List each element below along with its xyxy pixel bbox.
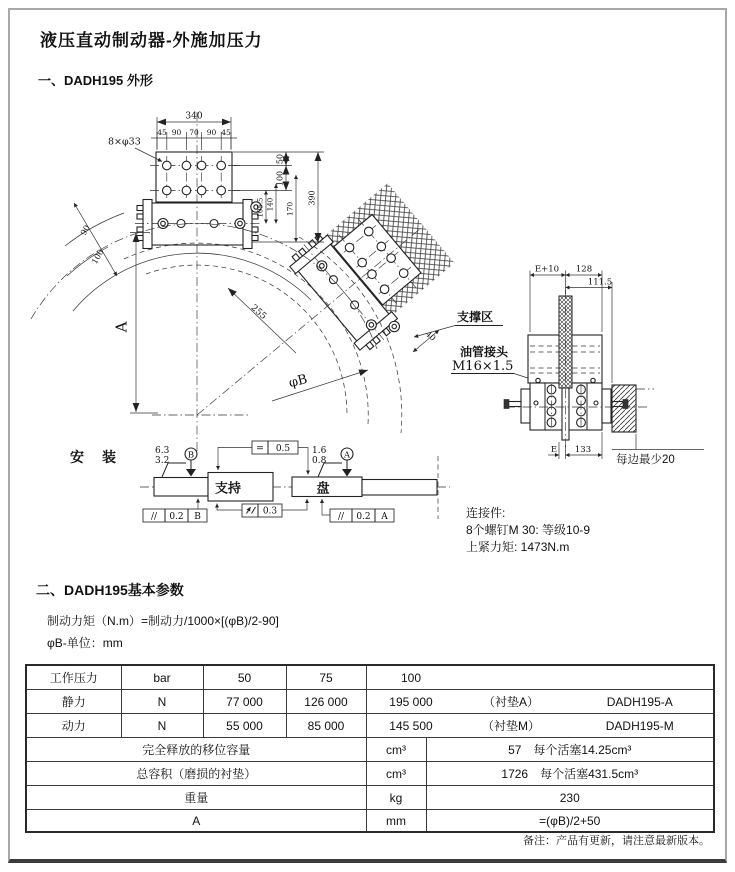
tolerance-frame-runout: [217, 499, 307, 517]
cell-weight-label: 重量: [26, 786, 366, 810]
dim-340: 340: [185, 111, 203, 122]
cell-pressure-50: 50: [203, 665, 286, 690]
datum-b-label: B: [187, 450, 195, 461]
tol4-value: 0.2: [356, 511, 371, 522]
dim-100: 100: [275, 170, 285, 187]
tol3-value: 0.3: [262, 506, 278, 517]
tolerance-frame-parallel-a: [322, 499, 394, 522]
dim-128: 128: [575, 264, 593, 275]
cell-a-unit: mm: [366, 810, 426, 833]
cell-volume-value: 1726 每个活塞431.5cm³: [426, 762, 714, 786]
connector-line2: 8个螺钉M 30: 等级10-9: [466, 523, 591, 537]
tol4-symbol: //: [337, 511, 345, 522]
cell-dynamic-75: 85 000: [286, 714, 366, 738]
dim-e10: E+10: [534, 264, 560, 275]
datum-a-label: A: [343, 450, 351, 461]
cell-weight-unit: kg: [366, 786, 426, 810]
tol1-value: 0.5: [275, 444, 291, 454]
cell-a-label: A: [26, 810, 366, 833]
dim-133: 133: [574, 445, 592, 455]
connector-note: [466, 505, 590, 554]
dim-90a: 90: [171, 128, 182, 137]
tol4-ref: A: [381, 511, 388, 522]
disc-part-label: 盘: [316, 480, 330, 496]
table-row-dimension-a: [26, 810, 714, 833]
roughness-b-value2: 3.2: [155, 456, 170, 466]
cell-dynamic-50: 55 000: [203, 714, 286, 738]
cell-volume-label: 总容积（磨损的衬垫）: [26, 762, 366, 786]
cell-a-value: =(φB)/2+50: [426, 810, 714, 833]
dim-390: 390: [307, 190, 317, 206]
table-row-total-volume: [26, 762, 714, 786]
dim-A: A: [112, 321, 131, 333]
table-row-displacement: [26, 738, 714, 762]
tolerance-frame-parallel-b: [143, 499, 207, 523]
table-row-static-force: [26, 690, 714, 714]
cell-weight-value: 230: [426, 786, 714, 810]
tol2-ref: B: [194, 511, 201, 522]
dim-40: 40: [423, 329, 438, 343]
dim-100-arc: 100: [90, 247, 106, 266]
dim-111-5: 111.5: [587, 277, 613, 288]
dim-255: 255: [248, 303, 269, 322]
cell-static-50: 77 000: [203, 690, 286, 714]
dim-8xphi33: 8×φ33: [108, 136, 141, 148]
cell-pressure-unit: bar: [121, 665, 203, 690]
connector-line3: 上紧力矩: 1473N.m: [466, 540, 570, 554]
support-zone-label: 支撑区: [457, 310, 494, 324]
connector-line1: 连接件:: [466, 506, 506, 520]
datum-triangle: [342, 469, 352, 477]
roughness-a-value2: 0.8: [312, 456, 327, 466]
dim-45a: 45: [157, 128, 167, 137]
oil-thread-label: M16×1.5: [452, 359, 514, 374]
cell-dynamic-label: 动力: [26, 714, 121, 738]
datum-triangle: [186, 469, 196, 477]
parameter-table: [25, 664, 715, 833]
tol2-value: 0.2: [169, 511, 184, 522]
dim-105-5: 105.5: [256, 197, 265, 218]
cell-dynamic-100: 145 500 （衬垫M） DADH195-M: [366, 714, 714, 738]
table-row-header: [26, 665, 714, 690]
cell-static-unit: N: [121, 690, 203, 714]
table-row-weight: [26, 786, 714, 810]
cell-dynamic-unit: N: [121, 714, 203, 738]
tolerance-frame-symmetry: [218, 441, 308, 475]
phib-unit-note: φB-单位：mm: [47, 636, 123, 650]
cell-displacement-label: 完全释放的移位容量: [26, 738, 366, 762]
oil-port-label: 油管接头: [460, 345, 509, 359]
support-part-label: 支持: [214, 480, 242, 496]
roughness-a-value1: 1.6: [312, 446, 327, 456]
oil-port-fitting: [536, 378, 540, 382]
wall-block: [612, 385, 636, 432]
section2-heading: 二、DADH195基本参数: [36, 582, 184, 598]
cell-displacement-value: 57 每个活塞14.25cm³: [426, 738, 714, 762]
min-edge-label: 每边最少20: [616, 454, 675, 466]
dim-e: E: [550, 445, 558, 455]
cell-static-label: 静力: [26, 690, 121, 714]
cell-static-75: 126 000: [286, 690, 366, 714]
dim-50: 50: [275, 153, 285, 165]
dim-90-arc: 90: [78, 223, 92, 237]
cell-displacement-unit: cm³: [366, 738, 426, 762]
dim-170: 170: [285, 201, 295, 217]
dim-90b: 90: [206, 128, 217, 137]
cell-static-100: 195 000 （衬垫A） DADH195-A: [366, 690, 714, 714]
dim-70: 70: [189, 128, 199, 137]
side-view: [504, 290, 654, 448]
tol2-symbol: //: [150, 511, 158, 522]
cell-pressure-75: 75: [286, 665, 366, 690]
install-diagram: [70, 441, 450, 522]
roughness-b-value1: 6.3: [155, 446, 170, 456]
caliper-top-view: [135, 152, 261, 249]
cell-volume-unit: cm³: [366, 762, 426, 786]
section1-heading: 一、DADH195 外形: [38, 73, 153, 88]
dim-45b: 45: [221, 128, 231, 137]
cell-pressure-100: 100: [366, 665, 714, 690]
footer-note: 备注：产品有更新，请注意最新版本。: [523, 835, 710, 847]
tol1-symbol: =: [256, 443, 264, 454]
table-row-dynamic-force: [26, 714, 714, 738]
main-view-labels: [414, 309, 534, 380]
torque-formula: 制动力矩（N.m）=制动力/1000×[(φB)/2-90]: [47, 614, 279, 628]
dim-phiB: φB: [287, 372, 310, 392]
page-title: 液压直动制动器-外施加压力: [40, 31, 263, 50]
install-label: 安 装: [70, 449, 118, 465]
cell-pressure-label: 工作压力: [26, 665, 121, 690]
dim-140: 140: [266, 197, 275, 212]
